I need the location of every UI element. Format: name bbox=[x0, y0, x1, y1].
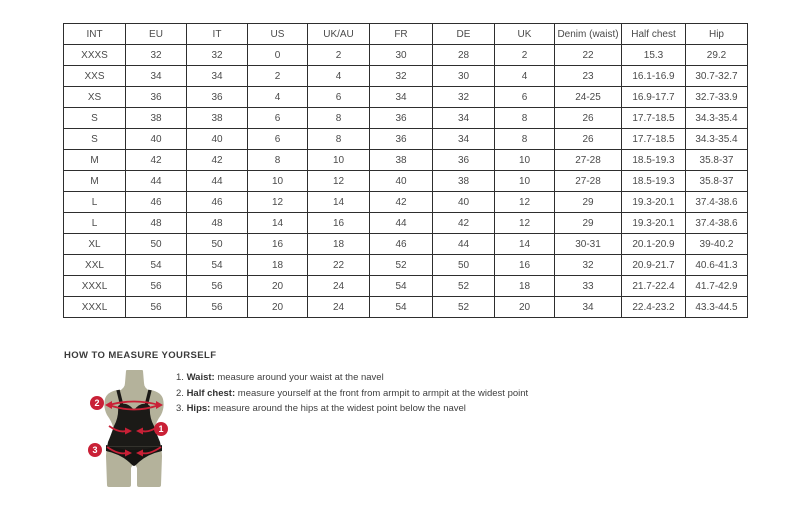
table-cell: 35.8-37 bbox=[686, 171, 748, 192]
table-cell: 20 bbox=[495, 297, 555, 318]
table-cell: 18.5-19.3 bbox=[622, 150, 686, 171]
table-row bbox=[64, 66, 748, 87]
table-cell: 4 bbox=[308, 66, 370, 87]
table-cell: 46 bbox=[370, 234, 433, 255]
header-row bbox=[64, 24, 748, 45]
step-number: 1. bbox=[176, 372, 187, 383]
table-cell: 46 bbox=[126, 192, 187, 213]
table-cell: 18.5-19.3 bbox=[622, 171, 686, 192]
table-cell: 2 bbox=[308, 45, 370, 66]
table-cell: 2 bbox=[248, 66, 308, 87]
table-cell: L bbox=[64, 213, 126, 234]
table-cell: 4 bbox=[248, 87, 308, 108]
table-cell: 10 bbox=[308, 150, 370, 171]
table-row bbox=[64, 297, 748, 318]
table-cell: 18 bbox=[308, 234, 370, 255]
table-cell: XXXS bbox=[64, 45, 126, 66]
table-cell: 12 bbox=[495, 192, 555, 213]
table-cell: XXS bbox=[64, 66, 126, 87]
table-cell: 29 bbox=[555, 213, 622, 234]
table-cell: 38 bbox=[433, 171, 495, 192]
table-cell: 8 bbox=[308, 129, 370, 150]
table-cell: 54 bbox=[370, 276, 433, 297]
table-cell: 6 bbox=[495, 87, 555, 108]
step-number: 2. bbox=[176, 387, 187, 399]
table-cell: 44 bbox=[370, 213, 433, 234]
table-row bbox=[64, 276, 748, 297]
table-row bbox=[64, 108, 748, 129]
table-cell: 16 bbox=[495, 255, 555, 276]
column-header: Hip bbox=[686, 24, 748, 45]
table-cell: XXXL bbox=[64, 297, 126, 318]
step-desc: measure around your waist at the navel bbox=[214, 372, 384, 383]
column-header: EU bbox=[126, 24, 187, 45]
table-cell: 50 bbox=[433, 255, 495, 276]
table-cell: 37.4-38.6 bbox=[686, 213, 748, 234]
table-cell: 10 bbox=[248, 171, 308, 192]
table-cell: 52 bbox=[433, 276, 495, 297]
column-header: FR bbox=[370, 24, 433, 45]
table-row bbox=[64, 129, 748, 150]
table-cell: 34 bbox=[187, 66, 248, 87]
measure-step bbox=[176, 401, 528, 417]
table-cell: 32 bbox=[370, 66, 433, 87]
table-cell: 8 bbox=[308, 108, 370, 129]
table-cell: 27-28 bbox=[555, 171, 622, 192]
table-cell: 50 bbox=[126, 234, 187, 255]
table-cell: 42 bbox=[126, 150, 187, 171]
table-cell: 37.4-38.6 bbox=[686, 192, 748, 213]
table-cell: 20 bbox=[248, 297, 308, 318]
table-cell: 24 bbox=[308, 276, 370, 297]
table-cell: 50 bbox=[187, 234, 248, 255]
step-term: Half chest: bbox=[186, 387, 236, 399]
table-cell: 36 bbox=[433, 150, 495, 171]
table-cell: 36 bbox=[187, 87, 248, 108]
table-cell: 56 bbox=[187, 276, 248, 297]
table-cell: 12 bbox=[248, 192, 308, 213]
table-cell: 30 bbox=[433, 66, 495, 87]
table-cell: 22.4-23.2 bbox=[622, 297, 686, 318]
table-cell: 43.3-44.5 bbox=[686, 297, 748, 318]
table-cell: L bbox=[64, 192, 126, 213]
table-cell: 32 bbox=[187, 45, 248, 66]
table-cell: 16 bbox=[248, 234, 308, 255]
table-cell: 40 bbox=[187, 129, 248, 150]
table-cell: 36 bbox=[126, 87, 187, 108]
table-cell: 15.3 bbox=[622, 45, 686, 66]
table-cell: 46 bbox=[187, 192, 248, 213]
measure-steps bbox=[176, 370, 528, 417]
table-cell: M bbox=[64, 150, 126, 171]
table-cell: 56 bbox=[187, 297, 248, 318]
table-cell: 14 bbox=[495, 234, 555, 255]
column-header: Half chest bbox=[622, 24, 686, 45]
table-cell: 35.8-37 bbox=[686, 150, 748, 171]
table-cell: 19.3-20.1 bbox=[622, 213, 686, 234]
table-cell: 18 bbox=[495, 276, 555, 297]
table-cell: 30.7-32.7 bbox=[686, 66, 748, 87]
table-cell: 32 bbox=[555, 255, 622, 276]
measure-step bbox=[176, 370, 528, 386]
table-cell: 32 bbox=[433, 87, 495, 108]
table-cell: 6 bbox=[308, 87, 370, 108]
table-cell: 39-40.2 bbox=[686, 234, 748, 255]
table-cell: 38 bbox=[187, 108, 248, 129]
table-cell: 34 bbox=[433, 129, 495, 150]
table-cell: 17.7-18.5 bbox=[622, 108, 686, 129]
table-cell: 28 bbox=[433, 45, 495, 66]
column-header: Denim (waist) bbox=[555, 24, 622, 45]
table-cell: 30-31 bbox=[555, 234, 622, 255]
column-header: US bbox=[248, 24, 308, 45]
column-header: DE bbox=[433, 24, 495, 45]
measure-step bbox=[176, 386, 528, 402]
table-cell: 34.3-35.4 bbox=[686, 129, 748, 150]
table-cell: 33 bbox=[555, 276, 622, 297]
table-cell: 42 bbox=[433, 213, 495, 234]
step-number: 3. bbox=[176, 403, 187, 414]
table-cell: S bbox=[64, 129, 126, 150]
table-cell: 44 bbox=[187, 171, 248, 192]
table-cell: 2 bbox=[495, 45, 555, 66]
table-cell: 26 bbox=[555, 108, 622, 129]
table-cell: 52 bbox=[370, 255, 433, 276]
table-cell: 32.7-33.9 bbox=[686, 87, 748, 108]
table-cell: 14 bbox=[308, 192, 370, 213]
table-cell: 40 bbox=[126, 129, 187, 150]
table-cell: 32 bbox=[126, 45, 187, 66]
table-cell: 4 bbox=[495, 66, 555, 87]
table-cell: XS bbox=[64, 87, 126, 108]
table-cell: 21.7-22.4 bbox=[622, 276, 686, 297]
table-cell: 54 bbox=[370, 297, 433, 318]
table-cell: 24 bbox=[308, 297, 370, 318]
table-cell: 6 bbox=[248, 129, 308, 150]
table-cell: 40 bbox=[370, 171, 433, 192]
table-cell: 41.7-42.9 bbox=[686, 276, 748, 297]
table-cell: 19.3-20.1 bbox=[622, 192, 686, 213]
table-cell: S bbox=[64, 108, 126, 129]
step-term: Waist: bbox=[186, 372, 215, 383]
table-cell: 8 bbox=[495, 129, 555, 150]
step-desc: measure around the hips at the widest point below the navel bbox=[210, 403, 466, 414]
table-cell: 54 bbox=[187, 255, 248, 276]
table-row bbox=[64, 234, 748, 255]
table-cell: 8 bbox=[495, 108, 555, 129]
table-cell: 42 bbox=[370, 192, 433, 213]
table-row bbox=[64, 171, 748, 192]
table-cell: 34.3-35.4 bbox=[686, 108, 748, 129]
table-cell: 17.7-18.5 bbox=[622, 129, 686, 150]
table-row bbox=[64, 213, 748, 234]
table-cell: 34 bbox=[555, 297, 622, 318]
mannequin-neck bbox=[119, 370, 150, 391]
measure-guide-heading: HOW TO MEASURE YOURSELF bbox=[64, 350, 217, 361]
table-cell: XXL bbox=[64, 255, 126, 276]
badge-waist-number: 1 bbox=[158, 424, 164, 435]
table-cell: 34 bbox=[370, 87, 433, 108]
column-header: UK/AU bbox=[308, 24, 370, 45]
table-cell: 56 bbox=[126, 276, 187, 297]
table-cell: 20.1-20.9 bbox=[622, 234, 686, 255]
table-cell: 20 bbox=[248, 276, 308, 297]
table-cell: 36 bbox=[370, 108, 433, 129]
table-cell: 42 bbox=[187, 150, 248, 171]
table-cell: 34 bbox=[126, 66, 187, 87]
table-cell: 16 bbox=[308, 213, 370, 234]
table-cell: 12 bbox=[308, 171, 370, 192]
table-cell: 6 bbox=[248, 108, 308, 129]
table-cell: 38 bbox=[370, 150, 433, 171]
table-cell: 44 bbox=[126, 171, 187, 192]
table-cell: 40 bbox=[433, 192, 495, 213]
column-header: IT bbox=[187, 24, 248, 45]
table-cell: 24-25 bbox=[555, 87, 622, 108]
table-cell: 52 bbox=[433, 297, 495, 318]
table-cell: 27-28 bbox=[555, 150, 622, 171]
table-cell: 10 bbox=[495, 150, 555, 171]
table-cell: 14 bbox=[248, 213, 308, 234]
table-cell: 18 bbox=[248, 255, 308, 276]
table-cell: 29.2 bbox=[686, 45, 748, 66]
table-cell: 56 bbox=[126, 297, 187, 318]
table-cell: 38 bbox=[126, 108, 187, 129]
size-chart-section bbox=[63, 23, 748, 318]
table-cell: 10 bbox=[495, 171, 555, 192]
step-term: Hips: bbox=[186, 403, 211, 414]
table-cell: 12 bbox=[495, 213, 555, 234]
measure-figure bbox=[77, 369, 189, 503]
table-cell: 54 bbox=[126, 255, 187, 276]
table-cell: 44 bbox=[433, 234, 495, 255]
badge-hips-number: 3 bbox=[92, 445, 98, 456]
table-cell: 8 bbox=[248, 150, 308, 171]
column-header: UK bbox=[495, 24, 555, 45]
badge-chest-number: 2 bbox=[94, 398, 100, 409]
table-cell: 48 bbox=[126, 213, 187, 234]
table-cell: 40.6-41.3 bbox=[686, 255, 748, 276]
table-row bbox=[64, 192, 748, 213]
table-cell: XL bbox=[64, 234, 126, 255]
table-cell: XXXL bbox=[64, 276, 126, 297]
table-cell: 20.9-21.7 bbox=[622, 255, 686, 276]
table-row bbox=[64, 150, 748, 171]
size-chart-table bbox=[63, 23, 748, 318]
table-cell: 22 bbox=[308, 255, 370, 276]
table-row bbox=[64, 45, 748, 66]
table-cell: 48 bbox=[187, 213, 248, 234]
step-desc: measure yourself at the front from armpit to armpit at the widest point bbox=[235, 387, 529, 399]
table-cell: 29 bbox=[555, 192, 622, 213]
mannequin-illustration bbox=[77, 369, 189, 503]
column-header: INT bbox=[64, 24, 126, 45]
table-cell: 16.1-16.9 bbox=[622, 66, 686, 87]
table-cell: 23 bbox=[555, 66, 622, 87]
table-cell: 30 bbox=[370, 45, 433, 66]
table-cell: 0 bbox=[248, 45, 308, 66]
table-row bbox=[64, 255, 748, 276]
table-cell: 36 bbox=[370, 129, 433, 150]
table-cell: 16.9-17.7 bbox=[622, 87, 686, 108]
table-cell: M bbox=[64, 171, 126, 192]
table-cell: 22 bbox=[555, 45, 622, 66]
table-cell: 26 bbox=[555, 129, 622, 150]
table-row bbox=[64, 87, 748, 108]
table-cell: 34 bbox=[433, 108, 495, 129]
